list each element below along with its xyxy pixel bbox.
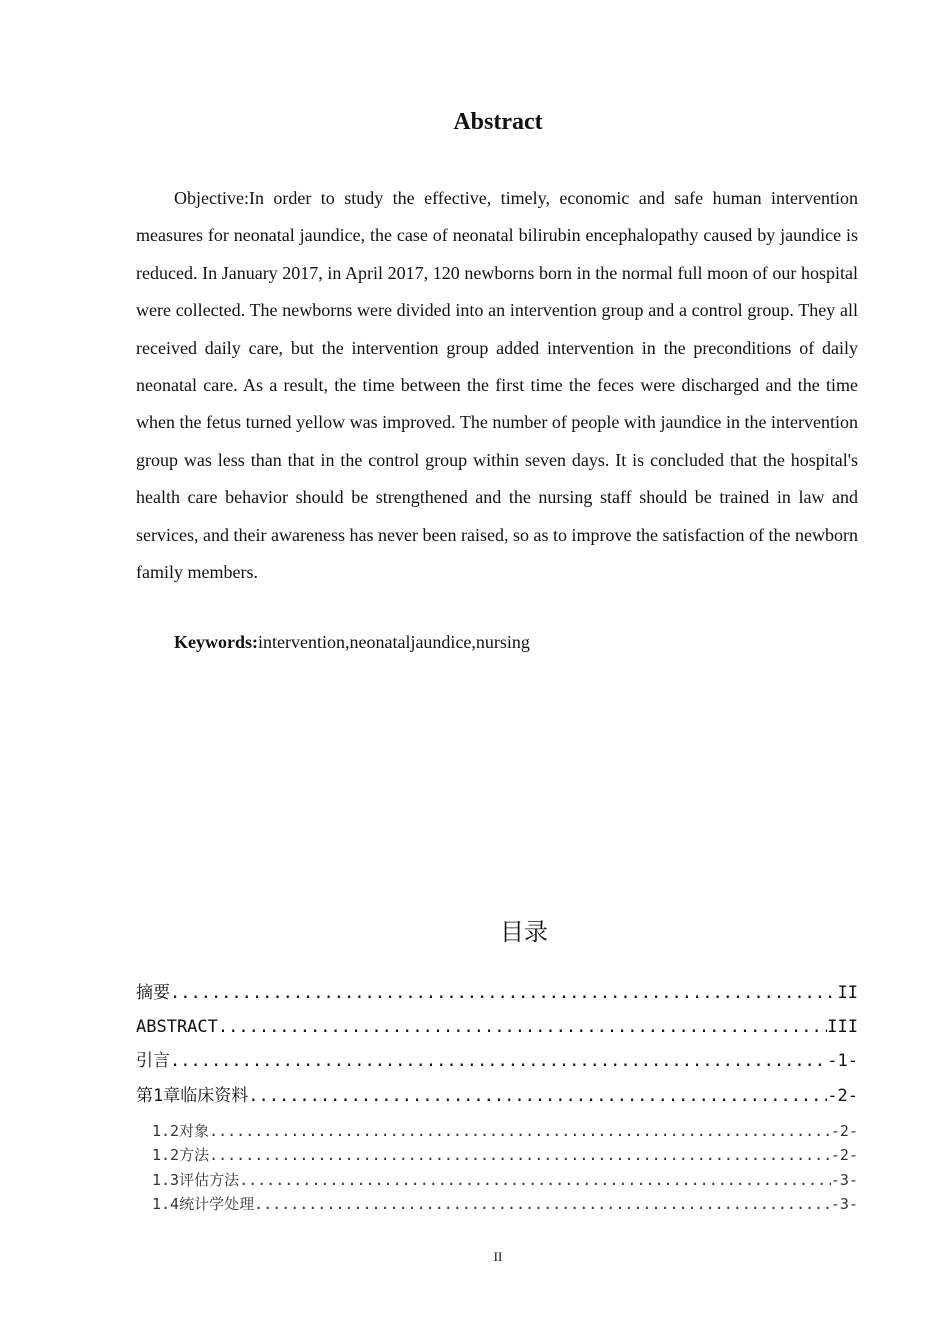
toc-entry-introduction[interactable] <box>136 1048 858 1074</box>
toc-leader-dots <box>218 1014 827 1040</box>
toc-entry-page: III <box>827 1017 858 1037</box>
toc-entry-label: ABSTRACT <box>136 1017 218 1037</box>
toc-leader-dots <box>170 980 838 1006</box>
toc-leader-dots <box>248 1083 827 1109</box>
toc-entry-page: -2- <box>830 1146 858 1164</box>
toc-entry-page: -3- <box>830 1171 858 1189</box>
toc-title: 目录 <box>500 918 548 946</box>
toc-leader-dots <box>170 1048 827 1074</box>
keywords-value: intervention,neonataljaundice,nursing <box>258 632 530 652</box>
toc-leader-dots <box>209 1144 831 1166</box>
keywords-label: Keywords: <box>174 632 258 652</box>
toc-entry-label: 1.2方法 <box>152 1146 210 1164</box>
toc-entry-label: 1.4统计学处理 <box>152 1195 255 1213</box>
toc-entry-label: 摘要 <box>136 983 170 1003</box>
toc-entry-page: II <box>837 983 858 1003</box>
toc-entry-abstract-cn[interactable] <box>136 980 858 1006</box>
toc-leader-dots <box>254 1193 831 1215</box>
toc-entry-1-2-subjects[interactable] <box>152 1120 858 1142</box>
abstract-title: Abstract <box>453 109 543 135</box>
abstract-body: Objective:In order to study the effective, timely, economic and safe human intervention measures for neonatal jaundice, the case of neonatal bilirubin encephalopathy caused by jaundice is reduced. In January 2017, in April 2017, 120 newborns born in the normal full moon of our hospital were collected. The newborns were divided into an intervention group and a control group. They all received daily care, but the intervention group added intervention in the preconditions of daily neonatal care. As a result, the time between the first time the feces were discharged and the time when the fetus turned yellow was improved. The number of people with jaundice in the intervention group was less than that in the control group within seven days. It is concluded that the hospital's health care behavior should be strengthened and the nursing staff should be trained in law and services, and their awareness has never been raised, so as to improve the satisfaction of the newborn family members. <box>136 188 858 583</box>
toc-entry-chapter-1[interactable] <box>136 1083 858 1109</box>
toc-entry-1-2-methods[interactable] <box>152 1144 858 1166</box>
toc-entry-label: 1.3评估方法 <box>152 1171 240 1189</box>
toc-leader-dots <box>239 1169 831 1191</box>
toc-entry-page: -1- <box>827 1051 858 1071</box>
page-number: II <box>493 1249 503 1264</box>
toc-entry-page: -2- <box>827 1086 858 1106</box>
toc-entry-label: 引言 <box>136 1051 170 1071</box>
toc-entry-abstract-en[interactable] <box>136 1014 858 1040</box>
toc-leader-dots <box>209 1120 831 1142</box>
toc-entry-label: 第1章临床资料 <box>136 1086 249 1106</box>
toc-entry-page: -2- <box>830 1122 858 1140</box>
toc-entry-label: 1.2对象 <box>152 1122 210 1140</box>
toc-entry-page: -3- <box>830 1195 858 1213</box>
toc-entry-1-4-statistics[interactable] <box>152 1193 858 1215</box>
keywords-line <box>174 627 858 657</box>
toc-entry-1-3-evaluation[interactable] <box>152 1169 858 1191</box>
